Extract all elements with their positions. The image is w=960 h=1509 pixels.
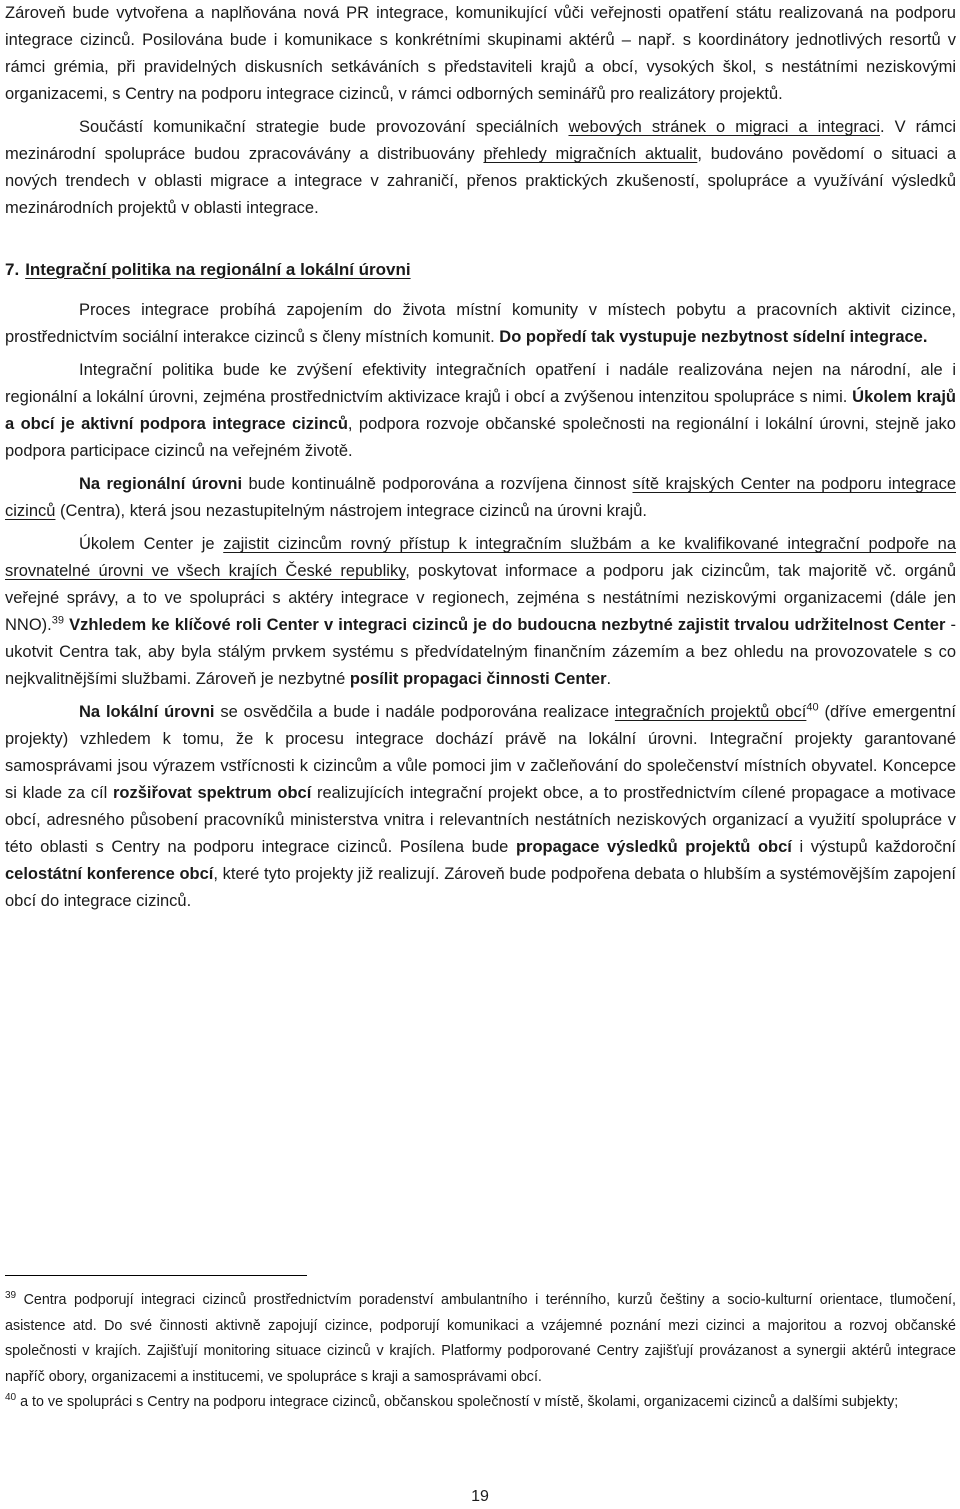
text-run: bude kontinuálně podporována a rozvíjena činnost xyxy=(242,475,633,493)
footnote-number: 40 xyxy=(5,1392,17,1404)
text-run: Úkolem Center je xyxy=(79,535,224,553)
document-page xyxy=(5,0,957,1410)
page-number: 19 xyxy=(471,1488,489,1505)
footnote-divider xyxy=(5,1275,307,1276)
text-run: se osvědčila a bude i nadále podporována realizace xyxy=(214,703,615,721)
link-regional-centers[interactable]: sítě krajských Center na podporu integrace cizinců xyxy=(5,475,956,520)
text-run: , poskytovat informace a podporu jak cizincům, tak majoritě vč. orgánů veřejné správy, a to ve spolupráci s aktéry integrace v regionech, zejména s nestátními neziskovými organizacemi (dále jen NNO). xyxy=(5,562,957,634)
paragraph-pr-integration: Zároveň bude vytvořena a naplňována nová PR integrace, komunikující vůči veřejnosti opatření státu realizovaná na podporu integrace cizinců. Posilována bude i komunikace s konkrétními skupinami aktérů – např. s koordinátory jednotlivých resortů v rámci grémia, při pravidelných diskusních setkáváních s představiteli krajů a obcí, vysokých škol, s nestátními neziskovými organizacemi, s Centry na podporu integrace cizinců, v rámci odborných seminářů pro realizátory projektů. xyxy=(5,4,956,103)
footnote-ref-40[interactable]: 40 xyxy=(806,701,819,714)
bold-run: Na regionální úrovni xyxy=(79,475,243,493)
bold-run: Vzhledem ke klíčové roli Center v integraci cizinců je do budoucna nezbytné zajistit trvalou udržitelnost Center xyxy=(64,616,946,634)
text-run: Součástí komunikační strategie bude provozování speciálních xyxy=(79,118,569,136)
paragraph-integration-policy xyxy=(5,357,956,465)
text-run: realizujících integrační projekt obce, a to prostřednictvím cílené propagace a motivace obcí, adresného působení pracovníků ministerstva vnitra i relevantních nestátních neziskových organizací a využití spolupráce v této oblasti s Centry na podporu integrace cizinců. Posílena bude xyxy=(5,784,956,856)
bold-run: Na lokální úrovni xyxy=(79,703,215,721)
bold-run: Do popředí tak vystupuje nezbytnost sídelní integrace. xyxy=(499,328,928,346)
paragraph-communication-strategy xyxy=(5,114,956,222)
footnote-text: Centra podporují integraci cizinců prostřednictvím poradenství ambulantního i terénního, kurzů češtiny a socio-kulturní orientace, tlumočení, asistence atd. Do své činnosti aktivně zapojují cizince, podporují komunikaci a vzájemné poznání mezi cizinci a majoritou a rozvoj občanské společnosti v krajích. Zajišťují monitoring situace cizinců v krajích. Platformy podporované Centry zajišťují provázanost a synergii aktérů integrace napříč obory, organizacemi a institucemi, ve spolupráce s kraji a samosprávami obcí. xyxy=(5,1292,956,1385)
bold-run: rozšiřovat spektrum obcí xyxy=(112,784,312,802)
underlined-run: zajistit cizincům rovný přístup k integračním službám a ke kvalifikované integrační podpoře na srovnatelné úrovni ve všech krajích České republiky xyxy=(5,535,956,580)
paragraph-local-level xyxy=(5,699,956,915)
paragraph-center-tasks xyxy=(5,531,956,693)
text-run: (dříve emergentní projekty) vzhledem k tomu, že k procesu integrace dochází právě na lokální úrovni. Integrační projekty garantované samosprávami jsou výrazem vstřícnosti k cizincům a vůle pomoci jim v začleňování do společenství místních obyvatel. Koncepce si klade za cíl xyxy=(5,703,956,802)
text-run: , které tyto projekty již realizují. Zároveň bude podpořena debata o hlubším a systémovějším zapojení obcí do integrace cizinců. xyxy=(5,865,956,910)
footnote-number: 39 xyxy=(5,1290,17,1302)
text-run: , budováno povědomí o situaci a nových trendech v oblasti migrace a integrace v zahraničí, přenos praktických zkušeností, spolupráce a využívání výsledků mezinárodních projektů v oblasti integrace. xyxy=(5,145,957,217)
link-web-pages[interactable]: webových stránek o migraci a integraci xyxy=(568,118,881,136)
bold-run: propagace výsledků projektů obcí xyxy=(515,838,792,856)
bold-run: Úkolem krajů a obcí je aktivní podpora integrace cizinců xyxy=(5,388,957,433)
footnote-text: a to ve spolupráci s Centry na podporu integrace cizinců, občanskou společností v místě, školami, organizacemi cizinců a dalšími subjekty; xyxy=(16,1394,899,1410)
text-run: Proces integrace probíhá zapojením do života místní komunity v místech pobytu a pracovních aktivit cizince, prostřednictvím sociální interakce cizinců s členy místních komunit. xyxy=(5,301,956,346)
section-number: 7. xyxy=(5,260,20,279)
text-run: Integrační politika bude ke zvýšení efektivity integračních opatření i nadále realizována nejen na národní, ale i regionální a lokální úrovni, zejména prostřednictvím aktivizace krajů i obcí a zvýšenou intenzitou spolupráce s nimi. xyxy=(5,361,956,406)
text-run: . xyxy=(606,670,612,688)
link-municipal-projects[interactable]: integračních projektů obcí xyxy=(614,703,807,721)
paragraph-integration-process xyxy=(5,297,956,351)
text-run: i výstupů každoroční xyxy=(791,838,956,856)
paragraph-regional-level xyxy=(5,471,956,525)
text-run: (Centra), která jsou nezastupitelným nástrojem integrace cizinců na úrovni krajů. xyxy=(55,502,647,520)
footnote-40 xyxy=(5,1390,956,1416)
bold-run: posílit propagaci činnosti Center xyxy=(349,670,607,688)
footnote-39 xyxy=(5,1288,956,1390)
section-title: Integrační politika na regionální a lokální úrovni xyxy=(25,260,411,279)
footnote-ref-39[interactable]: 39 xyxy=(51,614,64,627)
bold-run: celostátní konference obcí xyxy=(5,865,214,883)
footnotes xyxy=(5,1288,956,1416)
text-run: - ukotvit Centra tak, aby byla stálým prvkem systému s předvídatelným finančním zázemím a bez ohledu na provozovatele s co nejkvalitnějšími službami. Zároveň je nezbytné xyxy=(5,616,956,688)
section-heading xyxy=(5,256,956,283)
text-run: . V rámci mezinárodní spolupráce budou zpracovávány a distribuovány xyxy=(5,118,957,163)
text-run: , podpora rozvoje občanské společnosti na regionální i lokální úrovni, stejně jako podpora participace cizinců na veřejném životě. xyxy=(5,415,956,460)
link-migration-overviews[interactable]: přehledy migračních aktualit xyxy=(483,145,698,163)
